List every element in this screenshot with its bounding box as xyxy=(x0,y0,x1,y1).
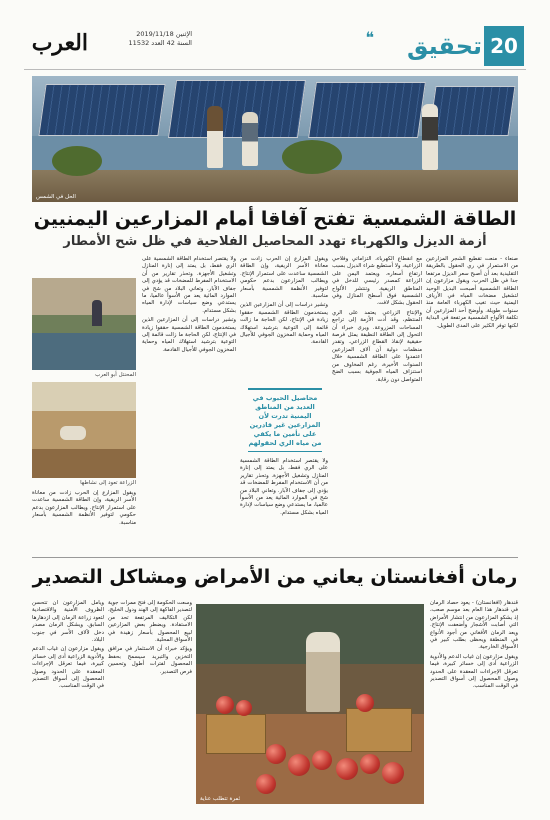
article2-paragraph: وسعت الحكومة إلى فتح ممرات جوية لتصدير الفاكهة إلى الهند ودول الخليج، لكن التكاليف المرتفعة تحد من الاستفادة. ويضطر بعض المزارعين لبيع المحصول بأسعار زهيدة في الأسواق المحلية. xyxy=(108,600,192,644)
pomegranate xyxy=(382,762,404,784)
article2-paragraph: ويؤكد خبراء أن الاستثمار في مرافق التخزين والتبريد سيسمح بحفظ المحصول لفترات أطول وتحسين فرص التصدير. xyxy=(108,646,192,675)
solar-panel xyxy=(428,86,515,136)
article1-column-2 xyxy=(332,256,422,546)
farmer-figure xyxy=(207,106,223,168)
issue-date: الإثنين 2019/11/18 xyxy=(136,30,192,38)
article2-column-1 xyxy=(430,600,518,806)
pomegranate xyxy=(336,758,358,780)
pomegranate xyxy=(360,754,380,774)
farmer-figure xyxy=(92,300,102,326)
article1-column-4 xyxy=(142,256,236,546)
solar-panel xyxy=(308,82,426,138)
hero-photo xyxy=(32,76,518,202)
page-number: 20 xyxy=(484,26,524,66)
article1-photo-water xyxy=(32,278,136,370)
article2-column-2 xyxy=(108,600,192,806)
hero-caption: الحل في الشمس xyxy=(36,194,76,200)
article2-paragraph: ويأمل المزارعون أن تتحسن الظروف الأمنية والاقتصادية لتعود زراعة الرمان إلى ازدهارها السابق. ويشكل الرمان مصدر دخل لآلاف الأسر في جنوب البلاد. xyxy=(32,600,104,644)
photo-ground xyxy=(32,170,518,202)
article2-paragraph: ويقول مزارعون إن غياب الدعم والأدوية الزراعية أدى إلى خسائر كبيرة، فيما تعرقل الإجراءات المعقدة على الحدود وصول المحصول إلى أسواق التصدير في الوقت المناسب. xyxy=(32,646,104,690)
solar-panel xyxy=(38,84,165,136)
quote-mark-icon: ❝ xyxy=(365,28,374,47)
farmer-figure xyxy=(422,104,438,170)
article2-paragraph: قندهار (أفغانستان) - يعود حصاد الرمان في قندهار هذا العام بعد موسم صعب، إذ يشكو المزارعون من انتشار الأمراض التي أصابت الأشجار وأضعفت الإنتاج. ويعد الرمان الأفغاني من أجود الأنواع في المنطقة ويحظى بطلب كبير في الأسواق الخارجية. xyxy=(430,600,518,651)
article1-paragraph: وتشير دراسات إلى أن المزارعين الذين يستخدمون الطاقة الشمسية حققوا زيادة في الإنتاج، لكن الحاجة ما زالت قائمة إلى التوعية بترشيد استهلاك المياه وحماية المخزون الجوفي للأجيال القادمة. xyxy=(240,302,328,346)
article1-paragraph: ولا يقتصر استخدام الطاقة الشمسية على الري فقط، بل يمتد إلى إنارة المنازل وتشغيل الأجهزة. وتحذر تقارير من أن الاستخدام المفرط للمضخات قد يؤدي إلى جفاف الآبار. وتعاني البلاد من شح في الموارد المائية يعد من الأسوأ عالميا، ما يستدعي وضع سياسات لإدارة المياه بشكل مستدام. xyxy=(142,256,236,314)
article2-photo-caption: ثمرة تتطلب عناية xyxy=(200,796,241,802)
pull-quote: محاصيل الحبوب في العديد من المناطق اليمنية تدرت لأن المزارعين غير قادرين على تأمين ما يكفي من مياه الري لحقولهم xyxy=(248,388,322,452)
pomegranate xyxy=(356,694,374,712)
pomegranate xyxy=(312,750,332,770)
article1-column-3b xyxy=(240,458,328,546)
pomegranate xyxy=(236,700,252,716)
article1-paragraph: ولا يقتصر استخدام الطاقة الشمسية على الري فقط، بل يمتد إلى إنارة المنازل وتشغيل الأجهزة. وتحذر تقارير من أن الاستخدام المفرط للمضخات قد يؤدي إلى جفاف الآبار. وتعاني البلاد من شح في الموارد المائية يعد من الأسوأ عالميا، ما يستدعي وضع سياسات لإدارة المياه بشكل مستدام. xyxy=(240,458,328,516)
solar-panel xyxy=(168,80,306,138)
article1-paragraph: وتشير دراسات إلى أن المزارعين الذين يستخدمون الطاقة الشمسية حققوا زيادة في الإنتاج، لكن الحاجة ما زالت قائمة إلى التوعية بترشيد استهلاك المياه وحماية المخزون الجوفي للأجيال القادمة. xyxy=(142,317,236,353)
pomegranate xyxy=(288,754,310,776)
newspaper-logo: العرب xyxy=(31,30,88,56)
article1-photo-field xyxy=(32,382,136,478)
photo1-caption: المحنتل أبو العرب xyxy=(95,372,136,378)
article1-paragraph: ويقول المزارع إن الحرب زادت من معاناة الأسر الريفية، وإن الطاقة الشمسية ساعدت على استمرار الإنتاج. ويطالب المزارعون بدعم حكومي لتوفير الأنظمة الشمسية بأسعار مناسبة. xyxy=(240,256,328,300)
article2-column-3 xyxy=(32,600,104,806)
article1-paragraph: والإنتاج الزراعي يعتمد على الري المنتظم، وقد أدت الأزمة إلى تراجع المساحات المزروعة. ويرى خبراء أن التحول إلى الطاقة النظيفة يمثل فرصة حقيقية لإنقاذ القطاع الزراعي. وتقدر منظمات دولية أن آلاف المزارعين اعتمدوا على الطاقة الشمسية خلال السنوات الأخيرة، رغم المخاوف من استنزاف المياه الجوفية بسبب الضخ المتواصل دون رقابة. xyxy=(332,309,422,383)
farmer-figure xyxy=(306,632,340,712)
farmer-figure xyxy=(242,112,258,166)
section-divider xyxy=(32,557,518,558)
article1-paragraph: مع انقطاع الكهرباء، التزاماتي وفلاحي الزراعية، ولا أستطيع شراء الديزل بسبب ارتفاع أسعاره. ويعتمد اليمن على الزراعة كمصدر رئيسي للدخل في المناطق الريفية. وتنتشر الألواح الشمسية فوق أسطح المنازل وفي الحقول بشكل لافت. xyxy=(332,256,422,307)
article1-column-5 xyxy=(32,490,136,546)
farmer-figure xyxy=(60,426,86,440)
pomegranate xyxy=(266,744,286,764)
issue-number: السنة 42 العدد 11532 xyxy=(128,39,192,47)
issue-info xyxy=(122,30,192,48)
article2-paragraph: ويقول مزارعون إن غياب الدعم والأدوية الزراعية أدى إلى خسائر كبيرة، فيما تعرقل الإجراءات المعقدة على الحدود وصول المحصول إلى أسواق التصدير في الوقت المناسب. xyxy=(430,653,518,690)
fruit-crate xyxy=(346,708,412,752)
plant xyxy=(282,140,342,174)
plant xyxy=(52,146,102,176)
article1-paragraph: ويقول المزارع إن الحرب زادت من معاناة الأسر الريفية، وإن الطاقة الشمسية ساعدت على استمرار الإنتاج. ويطالب المزارعون بدعم حكومي لتوفير الأنظمة الشمسية بأسعار مناسبة. xyxy=(32,490,136,526)
article1-column-3 xyxy=(240,256,328,384)
article1-paragraph: صنعاء - منعت تقطيع الشجر المزارعين من الاستمرار في ري الحقول بالطريقة التقليدية بعد أن أصبح سعر الديزل مرتفعا جدا في ظل الحرب. ويقول مزارعون إن الطاقة الشمسية أصبحت البديل الوحيد لتشغيل مضخات المياه في الأرياف اليمنية حيث تغيب الكهرباء العامة منذ سنوات طويلة. وأوضح أحد المزارعين أن تكلفة الألواح الشمسية مرتفعة في البداية لكنها توفر الكثير على المدى الطويل. xyxy=(426,256,518,329)
section-title: تحقيق xyxy=(406,32,482,60)
article1-column-1 xyxy=(426,256,518,546)
article1-headline: الطاقة الشمسية تفتح آفاقا أمام المزارعين اليمنيين xyxy=(33,208,517,230)
masthead xyxy=(24,24,526,70)
pomegranate xyxy=(256,774,276,794)
fruit-crate xyxy=(206,714,266,754)
pomegranate xyxy=(216,696,234,714)
article1-subheadline: أزمة الديزل والكهرباء تهدد المحاصيل الفلاحية في ظل شح الأمطار xyxy=(63,234,487,249)
article2-headline: رمان أفغانستان يعاني من الأمراض ومشاكل التصدير xyxy=(32,566,518,588)
photo2-caption: الزراعة تعود إلى نشاطها xyxy=(80,480,136,486)
article2-photo-pomegranates xyxy=(196,604,424,804)
